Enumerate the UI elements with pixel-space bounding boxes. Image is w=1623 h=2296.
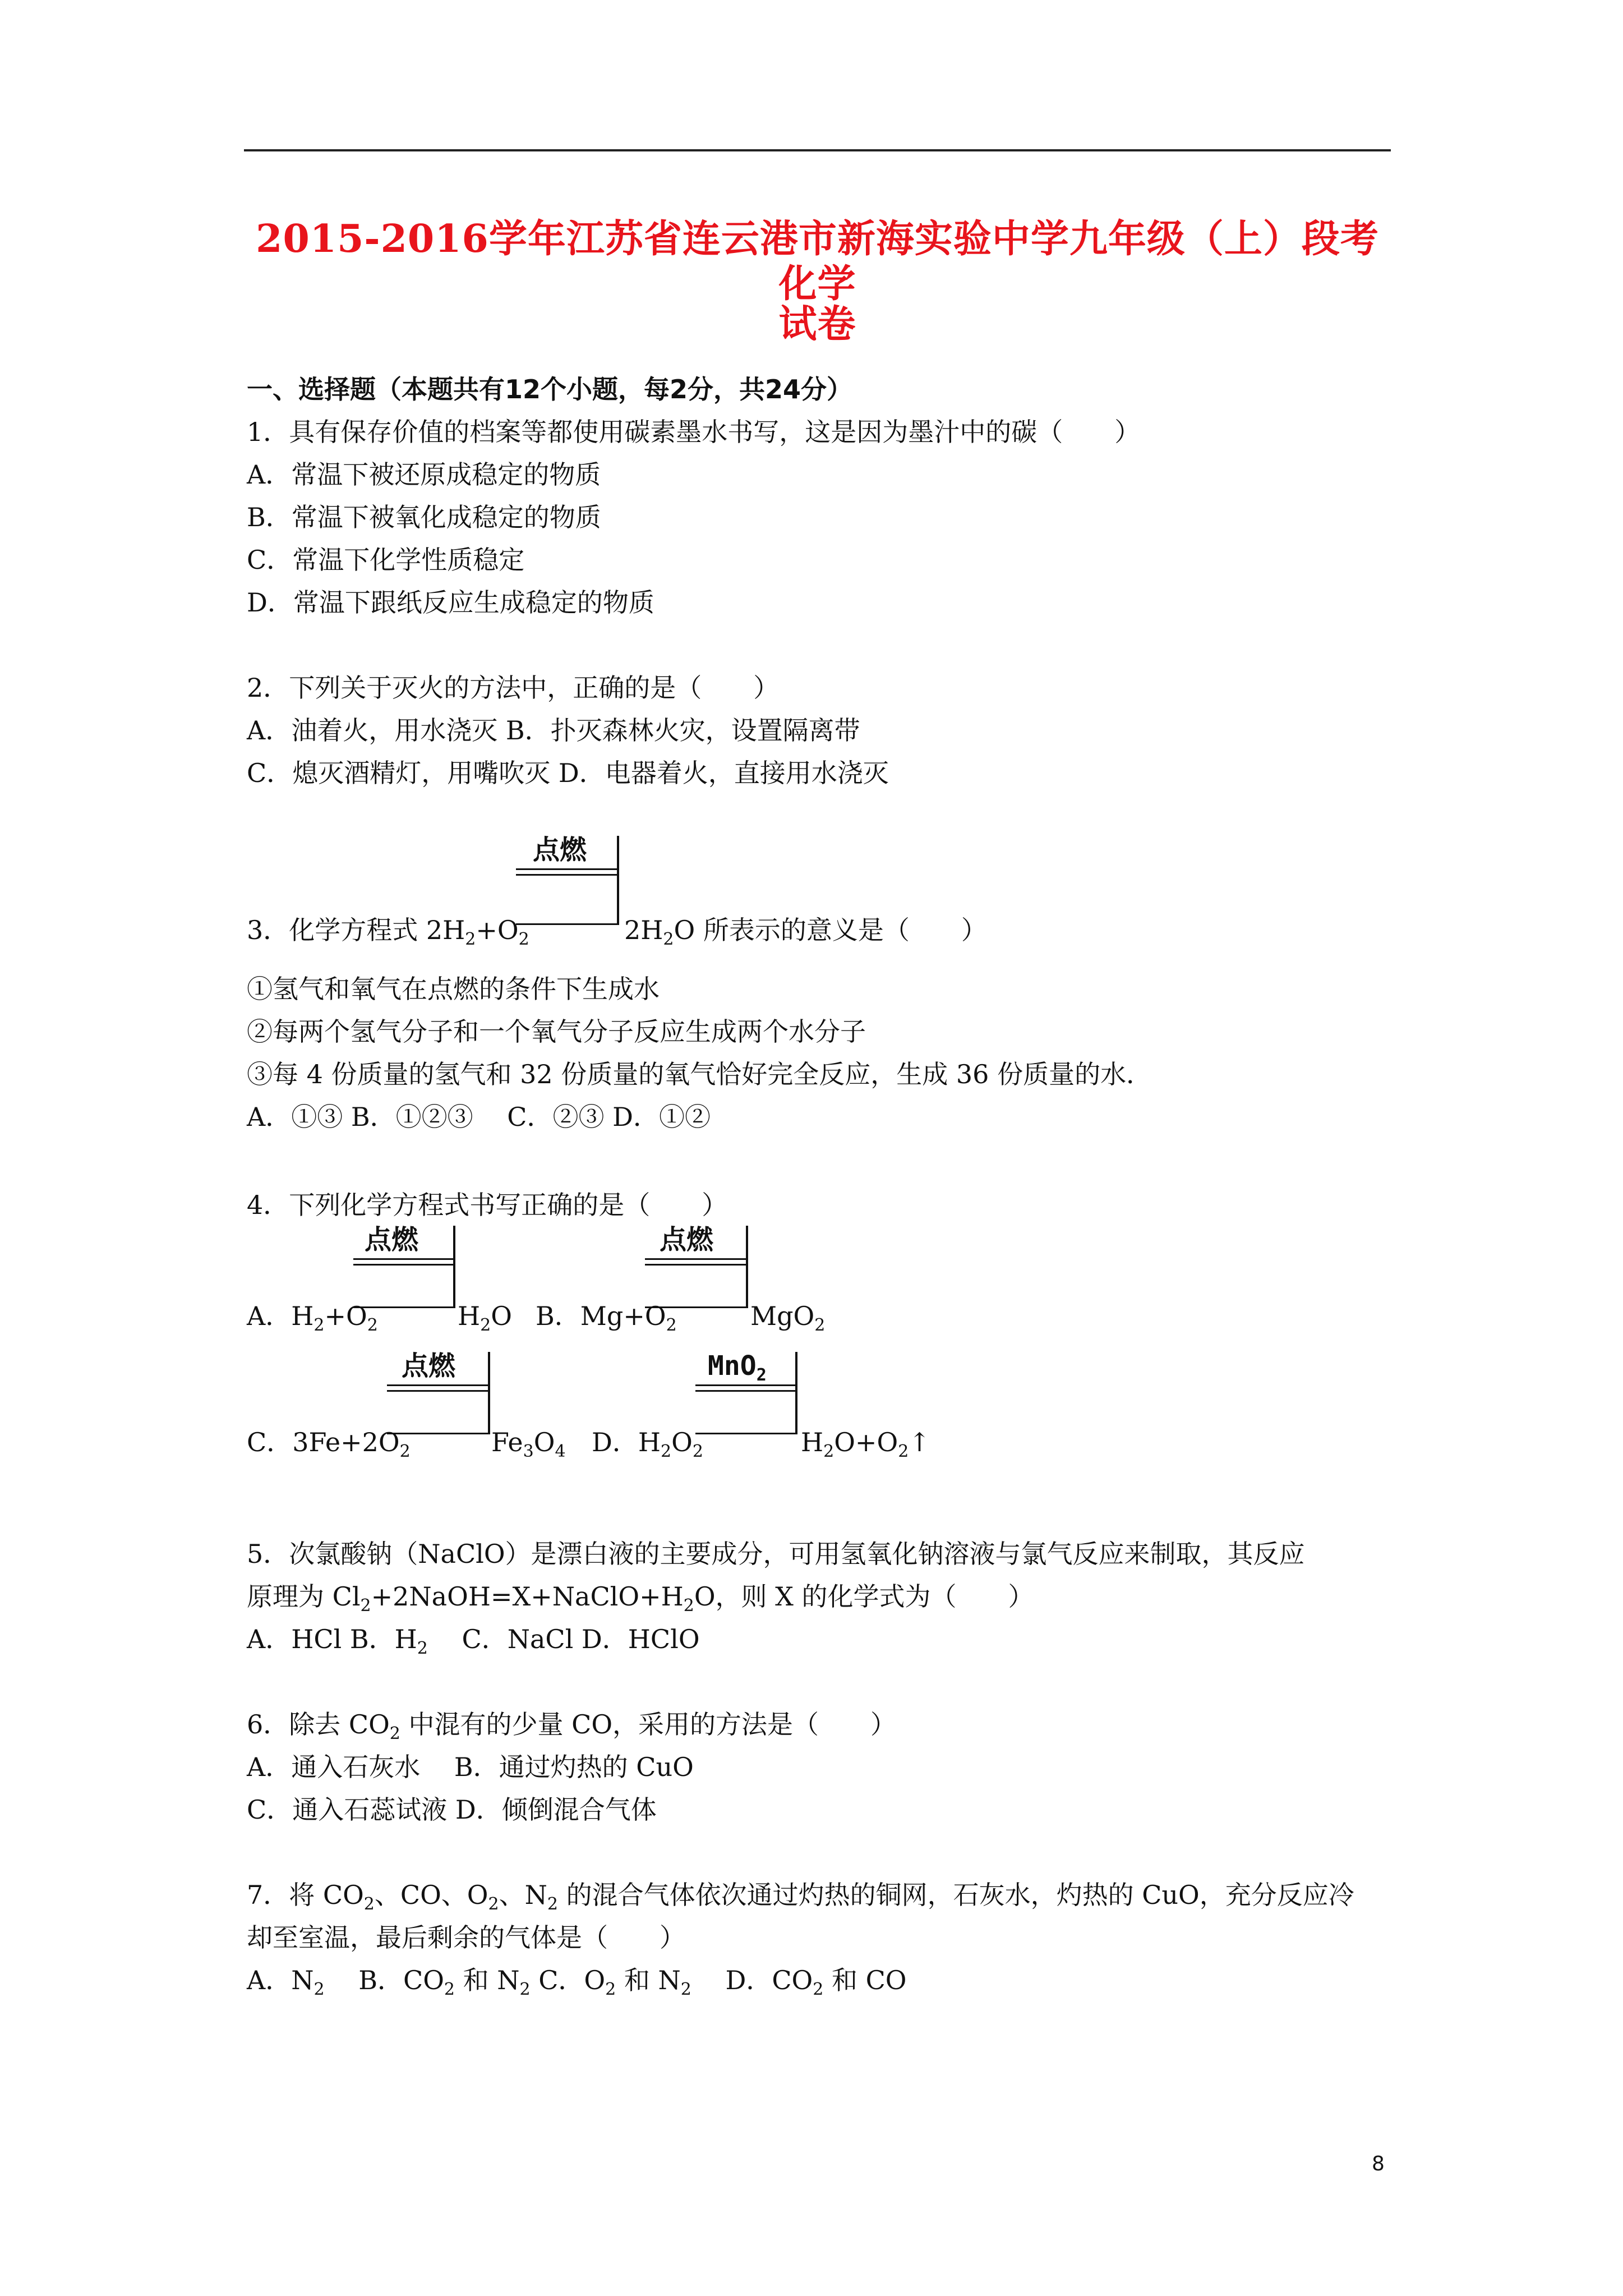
q5-stem-line1: 5．次氯酸钠（NaClO）是漂白液的主要成分，可用氢氧化钠溶液与氯气反应来制取，其反应: [247, 1539, 1305, 1569]
q3-statement-3: ③每 4 份质量的氢气和 32 份质量的氧气恰好完全反应，生成 36 份质量的水．: [247, 1059, 1152, 1089]
q2-options-cd: C．熄灭酒精灯，用嘴吹灭 D．电器着火，直接用水浇灭: [247, 758, 889, 788]
q4-option-b-left: B．$Mg+O_2$: [536, 1301, 677, 1335]
q1-option-c: C．常温下化学性质稳定: [247, 545, 525, 575]
header-rule: [244, 149, 1391, 151]
q4-option-d-right: $H_2O+O_2↑$: [801, 1427, 930, 1461]
q4-option-a-right: $H_2O$: [458, 1301, 512, 1335]
q3-statement-2: ②每两个氢气分子和一个氧气分子反应生成两个水分子: [247, 1016, 866, 1047]
q3-options: A．①③ B．①②③ C．②③ D．①②: [247, 1102, 711, 1132]
page-number: 8: [1372, 2152, 1385, 2175]
q4-option-c-left: C．$3Fe+2O_2$: [247, 1427, 411, 1461]
page-title: 2015-2016学年江苏省连云港市新海实验中学九年级（上）段考化学: [256, 217, 1379, 306]
gas-arrow-icon: ↑: [909, 1427, 930, 1457]
q6-options-cd: C．通入石蕊试液 D．倾倒混合气体: [247, 1795, 657, 1825]
q5-options: A．HCl B．$H_2$ C．NaCl D．HClO: [247, 1624, 700, 1658]
q3-statement-1: ①氢气和氧气在点燃的条件下生成水: [247, 974, 660, 1004]
q1-option-a: A．常温下被还原成稳定的物质: [247, 459, 601, 490]
q2-options-ab: A．油着火，用水浇灭 B．扑灭森林火灾，设置隔离带: [247, 715, 860, 746]
section-heading: 一、选择题（本题共有12个小题，每2分，共24分）: [247, 374, 853, 404]
q4-stem: 4．下列化学方程式书写正确的是（ ）: [247, 1190, 728, 1220]
q7-stem-line1: 7．将 $CO_2$、CO、$O_2$、$N_2$ 的混合气体依次通过灼热的铜网，石灰水，灼热的 CuO，充分反应冷: [247, 1880, 1354, 1914]
q3-stem: 3．化学方程式 $2H_2+O_2$: [247, 915, 529, 949]
q6-stem: 6．除去 $CO_2$ 中混有的少量 CO，采用的方法是（ ）: [247, 1709, 897, 1743]
q7-options: A．$N_2$ B．$CO_2$ 和 $N_2$ C．$O_2$ 和 $N_2$ D．$CO_2$ 和 CO: [247, 1965, 907, 1999]
q2-stem: 2．下列关于灭火的方法中，正确的是（ ）: [247, 673, 780, 703]
q6-options-ab: A．通入石灰水 B．通过灼热的 CuO: [247, 1752, 694, 1782]
q1-option-b: B．常温下被氧化成稳定的物质: [247, 502, 601, 532]
q1-option-d: D．常温下跟纸反应生成稳定的物质: [247, 587, 654, 618]
q4-option-a-left: A．$H_2+O_2$: [247, 1301, 378, 1335]
q4-option-b-right: MgO$_2$: [750, 1301, 826, 1335]
q4-option-d-left: D．$H_2O_2$: [592, 1427, 703, 1461]
q5-stem-line2: 原理为 $Cl_2+2NaOH=X+NaClO+H_2O$，则 X 的化学式为（ ）: [247, 1581, 1034, 1616]
q1-stem: 1．具有保存价值的档案等都使用碳素墨水书写，这是因为墨汁中的碳（ ）: [247, 417, 1141, 447]
q7-stem-line2: 却至室温，最后剩余的气体是（ ）: [247, 1922, 685, 1953]
q4-option-c-right: $Fe_3O_4$: [491, 1427, 566, 1461]
q3-stem-product: $2H_2O$ 所表示的意义是（ ）: [624, 915, 987, 949]
page-title-continued: 试卷: [778, 302, 856, 347]
